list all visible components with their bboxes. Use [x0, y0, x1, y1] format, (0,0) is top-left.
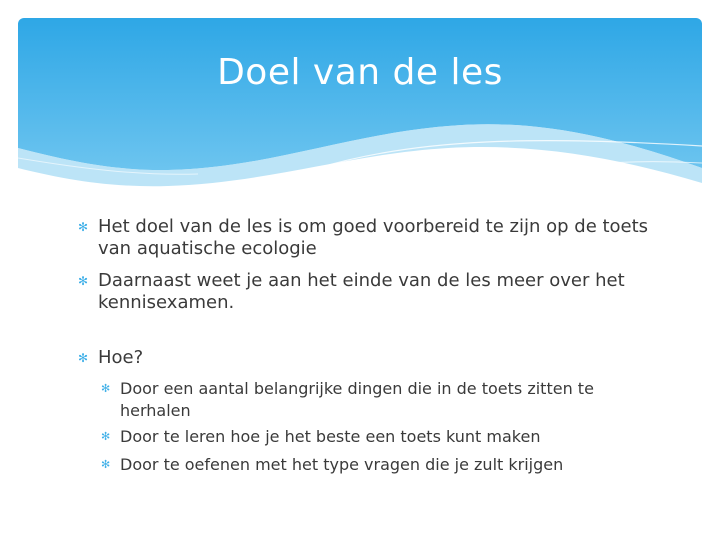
sub-bullet-item [101, 426, 640, 448]
slide-title: Doel van de les [217, 52, 503, 93]
asterisk-icon: ✻ [101, 382, 111, 395]
bullet-item [78, 347, 658, 369]
sub-bullet-item [101, 378, 640, 421]
asterisk-icon: ✻ [78, 351, 89, 365]
bullet-text: Het doel van de les is om goed voorbereid te zijn op de toets van aquatische ecologie [98, 216, 649, 259]
sub-bullet-item [101, 454, 640, 476]
sub-bullet-text: Door te oefenen met het type vragen die je zult krijgen [120, 455, 564, 474]
bullet-text: Daarnaast weet je aan het einde van de les meer over het kennisexamen. [98, 270, 625, 313]
asterisk-icon: ✻ [78, 274, 89, 288]
bullet-item [78, 270, 658, 313]
bullet-text: Hoe? [98, 347, 144, 368]
sub-bullet-text: Door te leren hoe je het beste een toets kunt maken [120, 427, 541, 446]
sub-bullet-text: Door een aantal belangrijke dingen die in de toets zitten te herhalen [120, 379, 594, 420]
bullet-item [78, 216, 658, 259]
asterisk-icon: ✻ [101, 430, 111, 443]
asterisk-icon: ✻ [101, 458, 111, 471]
asterisk-icon: ✻ [78, 220, 89, 234]
